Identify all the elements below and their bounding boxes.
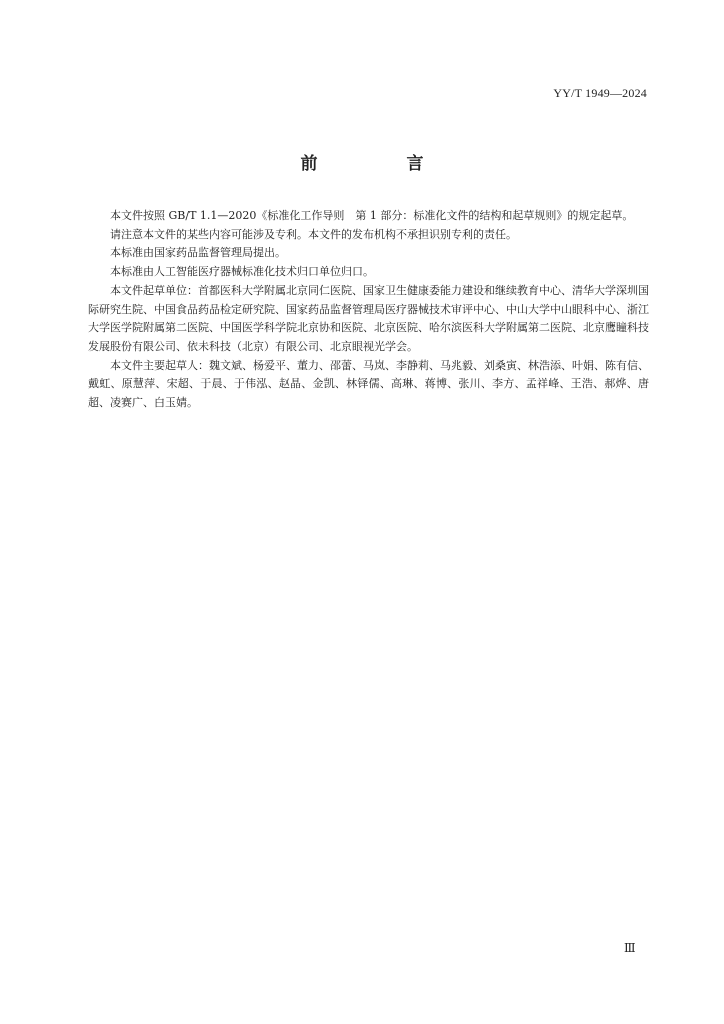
- paragraph-patent-notice: 请注意本文件的某些内容可能涉及专利。本文件的发布机构不承担识别专利的责任。: [110, 227, 517, 241]
- foreword-body: [88, 207, 649, 413]
- page-title: 前 言: [300, 154, 460, 174]
- page-number: Ⅲ: [624, 941, 637, 955]
- paragraph-drafting-rules: 本文件按照 GB/T 1.1—2020《标准化工作导则 第 1 部分：标准化文件的结构和起草规则》的规定起草。: [110, 209, 634, 222]
- paragraph-centralized-unit: 本标准由人工智能医疗器械标准化技术归口单位归口。: [110, 265, 374, 279]
- paragraph-proposer: 本标准由国家药品监督管理局提出。: [110, 246, 286, 260]
- paragraph-drafting-organizations: 本文件起草单位：首都医科大学附属北京同仁医院、国家卫生健康委能力建设和继续教育中心、清华大学深圳国际研究生院、中国食品药品检定研究院、国家药品监督管理局医疗器械技术审评中心、中山大学中山眼科中心、浙江大学医学院附属第二医院、中国医学科学院北京协和医院、北京医院、哈尔滨医科大学附属第二医院、北京鹰瞳科技发展股份有限公司、依未科技（北京）有限公司、北京眼视光学会。: [88, 283, 649, 353]
- standard-code: YY/T 1949—2024: [553, 86, 647, 100]
- paragraph-drafters: 本文件主要起草人：魏文斌、杨爱平、董力、邵蕾、马岚、李静莉、马兆毅、刘桑寅、林浩添、叶娟、陈有信、戴虹、原慧萍、宋超、于晨、于伟泓、赵晶、金凯、林铎儒、高琳、蒋博、张川、李方、孟祥峰、王浩、郝烨、唐超、凌赛广、白玉婧。: [88, 358, 649, 410]
